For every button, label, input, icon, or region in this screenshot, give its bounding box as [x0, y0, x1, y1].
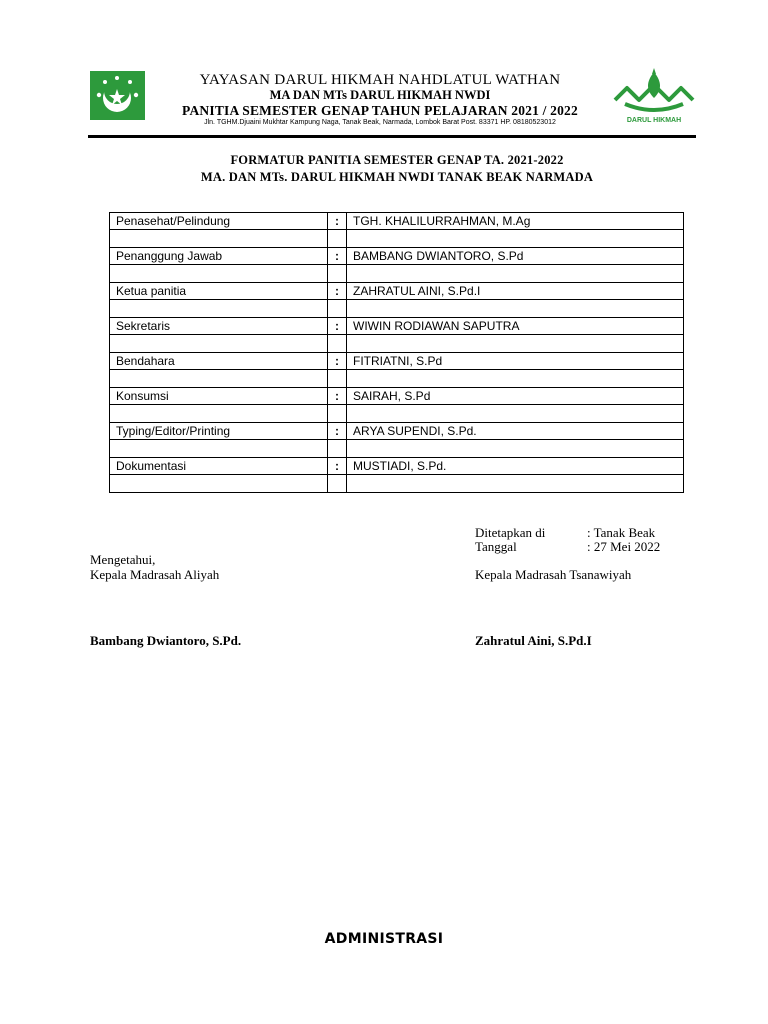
right-logo-text: DARUL HIKMAH [626, 117, 682, 124]
name-cell: ARYA SUPENDI, S.Pd. [347, 423, 684, 440]
separator-cell: : [328, 353, 347, 370]
role-cell: Ketua panitia [110, 283, 328, 300]
separator-cell: : [328, 458, 347, 475]
separator-cell: : [328, 283, 347, 300]
right-position: Kepala Madrasah Tsanawiyah [475, 567, 632, 582]
table-row [110, 423, 684, 440]
table-spacer-row [110, 335, 684, 353]
header-divider [88, 135, 696, 138]
table-row [110, 318, 684, 335]
acknowledged-label: Mengetahui, [90, 552, 156, 567]
school-name: MA DAN MTs DARUL HIKMAH NWDI [269, 88, 491, 102]
crescent-star-logo-icon [90, 71, 145, 120]
committee-heading: PANITIA SEMESTER GENAP TAHUN PELAJARAN 2021 / 2022 [182, 103, 578, 118]
table-row [110, 213, 684, 230]
address-line: Jln. TGHM.Djuaini Mukhtar Kampung Naga, Tanak Beak, Narmada, Lombok Barat Post. 83371 HP. 08180523012 [204, 119, 556, 126]
role-cell: Dokumentasi [110, 458, 328, 475]
separator-cell: : [328, 318, 347, 335]
role-cell: Sekretaris [110, 318, 328, 335]
role-cell: Typing/Editor/Printing [110, 423, 328, 440]
table-row [110, 248, 684, 265]
darul-hikmah-logo-icon [613, 66, 695, 124]
table-row [110, 283, 684, 300]
right-signatory-name: Zahratul Aini, S.Pd.I [475, 633, 592, 648]
place-value: : Tanak Beak [587, 525, 656, 540]
name-cell: TGH. KHALILURRAHMAN, M.Ag [347, 213, 684, 230]
table-row [110, 388, 684, 405]
role-cell: Penasehat/Pelindung [110, 213, 328, 230]
table-row [110, 353, 684, 370]
left-position: Kepala Madrasah Aliyah [90, 567, 220, 582]
footer-label: ADMINISTRASI [324, 931, 444, 947]
table-spacer-row [110, 440, 684, 458]
document-title: FORMATUR PANITIA SEMESTER GENAP TA. 2021-2022 [230, 153, 564, 167]
place-label: Ditetapkan di [475, 525, 546, 540]
table-spacer-row [110, 265, 684, 283]
name-cell: BAMBANG DWIANTORO, S.Pd [347, 248, 684, 265]
name-cell: WIWIN RODIAWAN SAPUTRA [347, 318, 684, 335]
separator-cell: : [328, 248, 347, 265]
table-spacer-row [110, 370, 684, 388]
date-label: Tanggal [475, 539, 517, 554]
name-cell: FITRIATNI, S.Pd [347, 353, 684, 370]
table-spacer-row [110, 230, 684, 248]
role-cell: Konsumsi [110, 388, 328, 405]
name-cell: SAIRAH, S.Pd [347, 388, 684, 405]
left-signatory-name: Bambang Dwiantoro, S.Pd. [90, 633, 242, 648]
name-cell: ZAHRATUL AINI, S.Pd.I [347, 283, 684, 300]
document-subtitle: MA. DAN MTs. DARUL HIKMAH NWDI TANAK BEAK NARMADA [200, 170, 594, 184]
table-spacer-row [110, 300, 684, 318]
name-cell: MUSTIADI, S.Pd. [347, 458, 684, 475]
separator-cell: : [328, 213, 347, 230]
committee-table [109, 212, 684, 493]
foundation-name: YAYASAN DARUL HIKMAH NAHDLATUL WATHAN [199, 72, 561, 88]
table-spacer-row [110, 475, 684, 493]
role-cell: Penanggung Jawab [110, 248, 328, 265]
date-value: : 27 Mei 2022 [587, 539, 661, 554]
separator-cell: : [328, 388, 347, 405]
role-cell: Bendahara [110, 353, 328, 370]
table-spacer-row [110, 405, 684, 423]
table-row [110, 458, 684, 475]
separator-cell: : [328, 423, 347, 440]
